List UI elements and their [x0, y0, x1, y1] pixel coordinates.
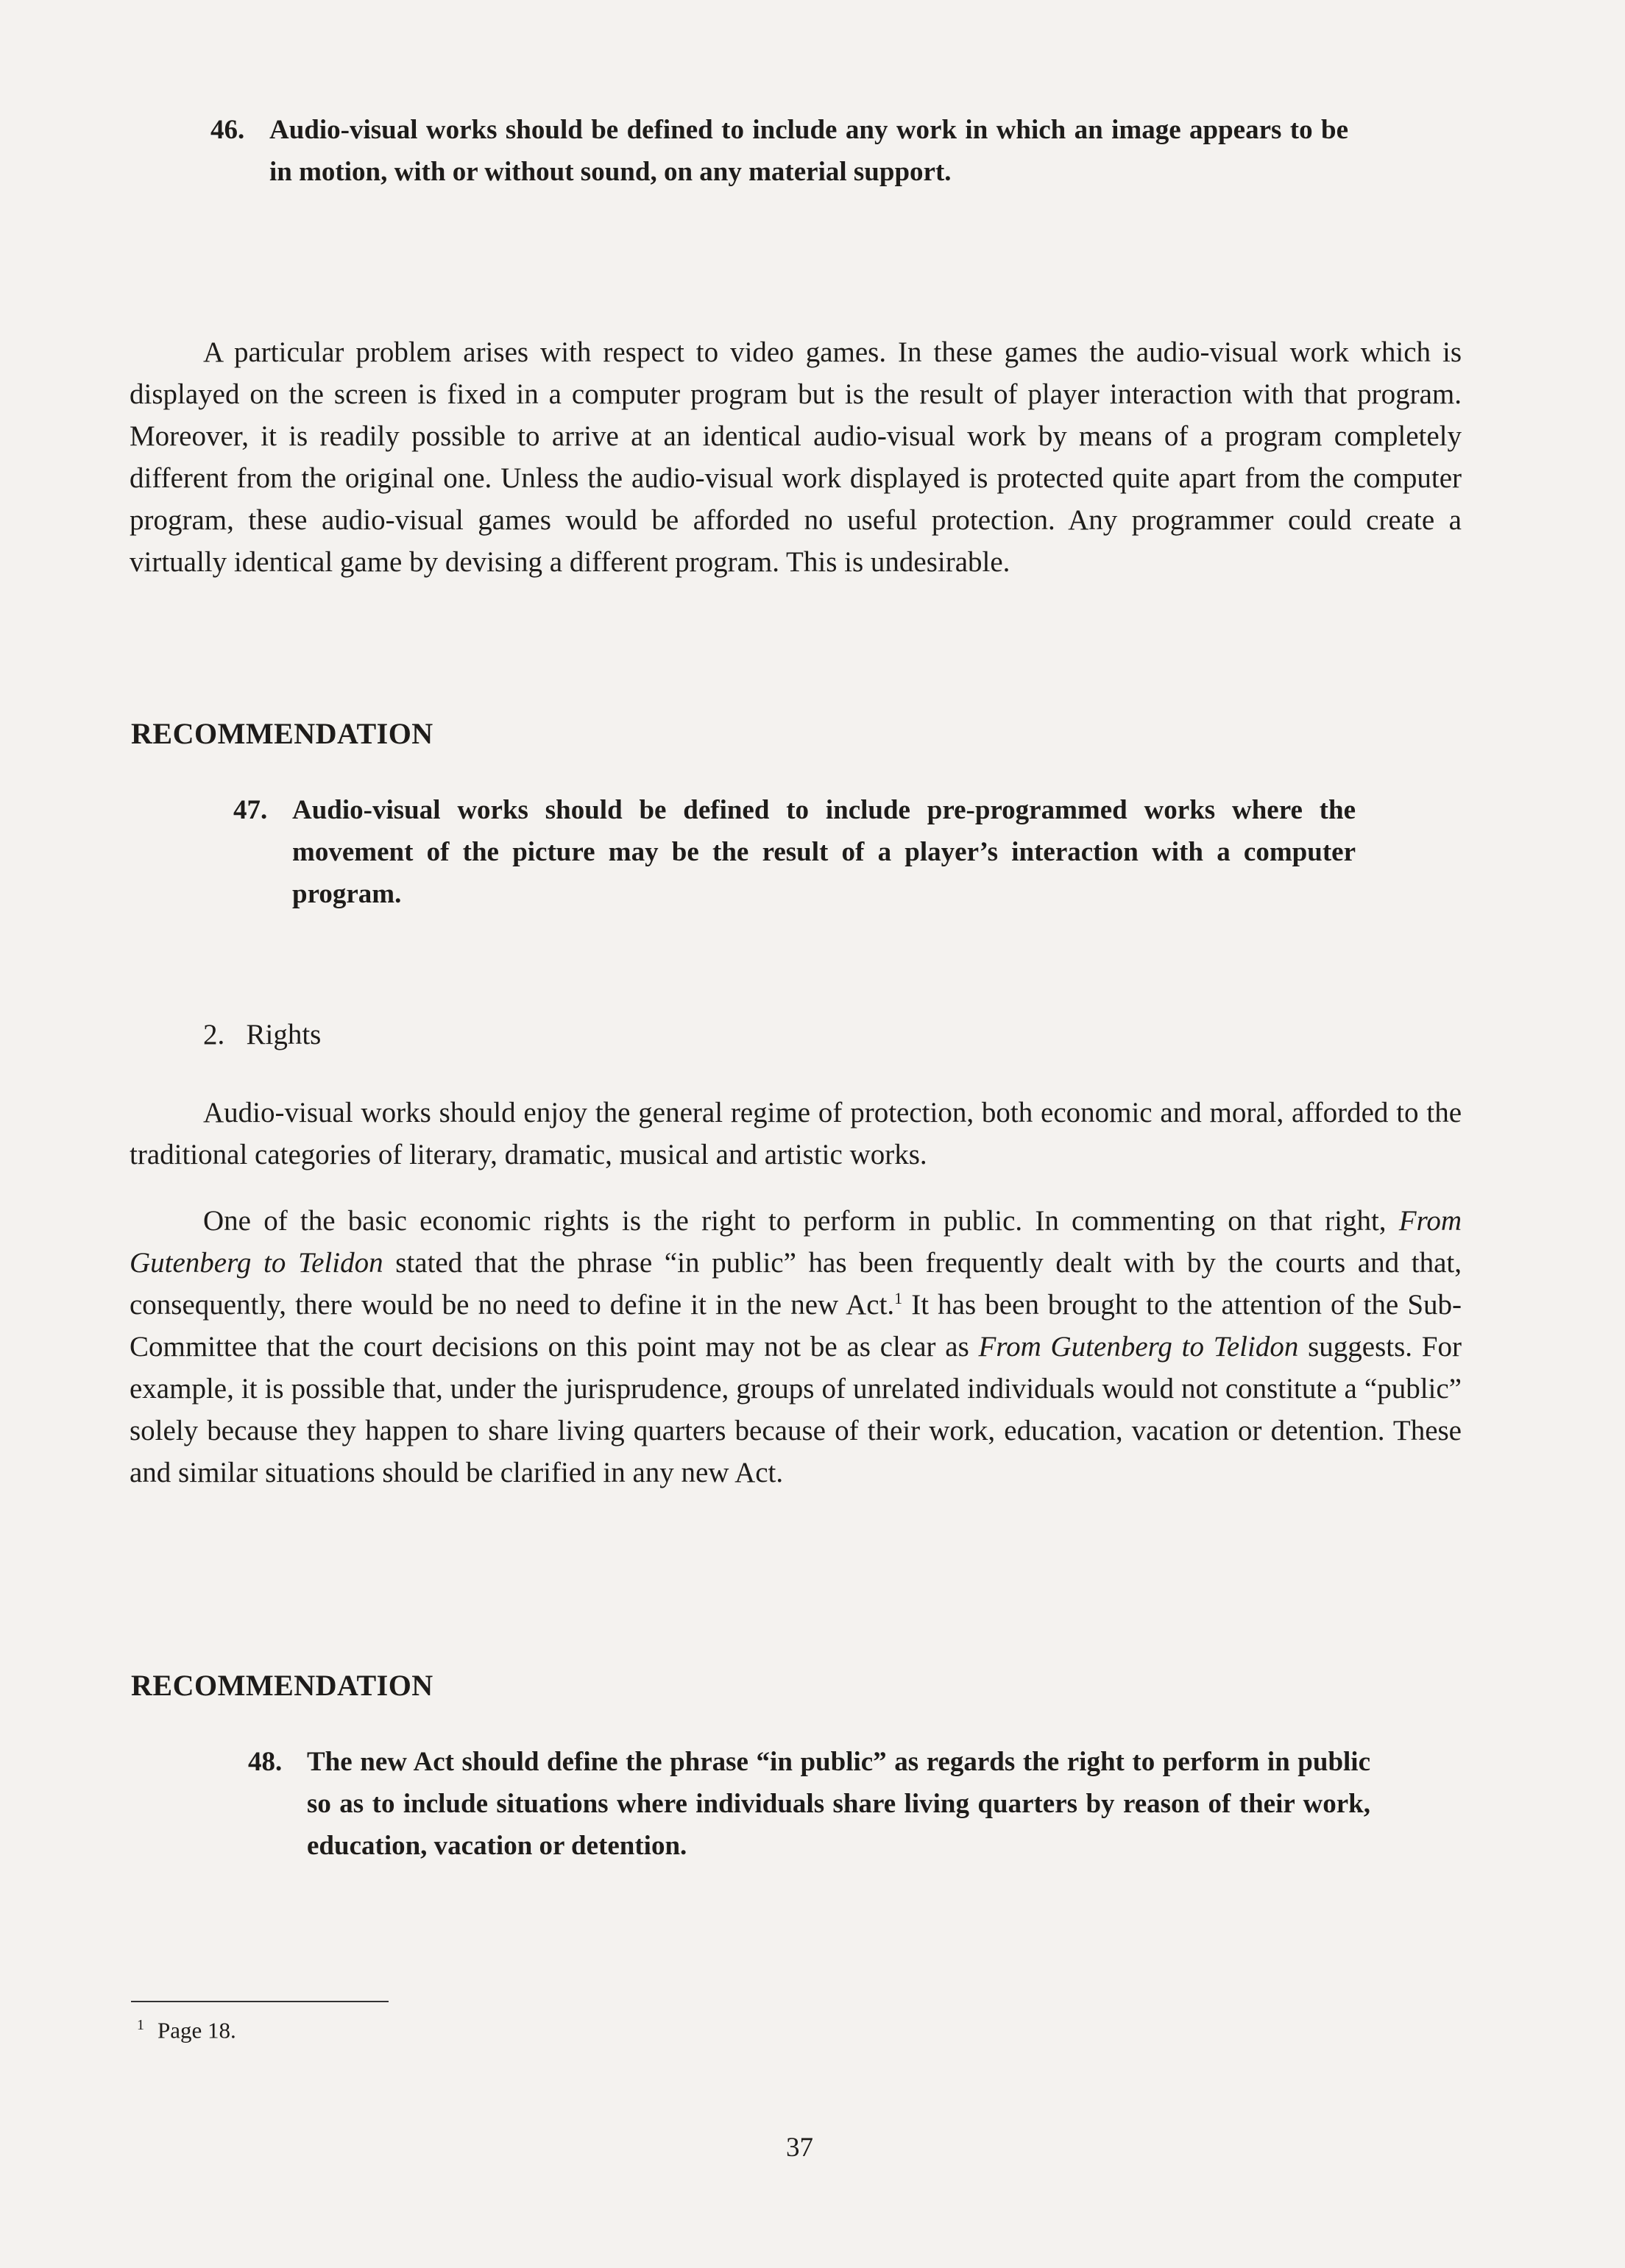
paragraph-text: stated that the phrase “in public” has been frequently dealt with by the courts and that, consequently, there would be no need to define it in the new Act.	[130, 1247, 1462, 1321]
book-title: From Gutenberg to Telidon	[130, 1205, 1462, 1279]
recommendation-number: 46.	[210, 115, 245, 145]
recommendation-heading: RECOMMENDATION	[131, 717, 433, 750]
recommendation-46	[210, 109, 1348, 193]
paragraph-text: One of the basic economic rights is the right to perform in public. In commenting on that right,	[203, 1205, 1399, 1237]
book-title: From Gutenberg to Telidon	[978, 1331, 1299, 1363]
recommendation-text: Audio-visual works should be defined to include any work in which an image appears to be in motion, with or without sound, on any material support.	[269, 115, 1348, 187]
footnote-mark: 1	[137, 2017, 144, 2033]
page-number: 37	[786, 2133, 813, 2163]
recommendation-text: Audio-visual works should be defined to include pre-programmed works where the movement of the picture may be the result of a player’s interaction with a computer program.	[292, 795, 1356, 909]
recommendation-text: The new Act should define the phrase “in public” as regards the right to perform in public so as to include situations where individuals share living quarters by reason of their work, education, vacation or detention.	[307, 1747, 1370, 1861]
subsection-title: 2. Rights	[203, 1019, 322, 1050]
paragraph-text: suggests. For example, it is possible that, under the jurisprudence, groups of unrelated individuals would not constitute a “public” solely because they happen to share living quarters because of their work, education, vacation or detention. These and similar situations should be clarified in any new Act.	[130, 1331, 1462, 1488]
paragraph-video-games: A particular problem arises with respect to video games. In these games the audio-visual work which is displayed on the screen is fixed in a computer program but is the result of player interaction with that program. Moreover, it is readily possible to arrive at an identical audio-visual work by means of a program completely different from the original one. Unless the audio-visual work displayed is protected quite apart from the computer program, these audio-visual games would be afforded no useful protection. Any programmer could create a virtually identical game by devising a different program. This is undesirable.	[130, 336, 1462, 578]
paragraph-text: It has been brought to the attention of the Sub-Committee that the court decisions on this point may not be as clear as	[130, 1289, 1462, 1363]
recommendation-47	[233, 789, 1356, 915]
paragraph-rights: Audio-visual works should enjoy the general regime of protection, both economic and moral, afforded to the traditional categories of literary, dramatic, musical and artistic works.	[130, 1097, 1462, 1170]
footnote-text: Page 18.	[157, 2017, 236, 2043]
paragraph-in-public	[130, 1200, 1462, 1494]
footnote	[137, 2017, 236, 2043]
recommendation-48	[248, 1741, 1370, 1867]
recommendation-heading: RECOMMENDATION	[131, 1669, 433, 1702]
footnote-divider	[131, 2001, 389, 2002]
footnote-reference: 1	[894, 1289, 903, 1307]
recommendation-number: 47.	[233, 795, 268, 825]
recommendation-number: 48.	[248, 1747, 283, 1777]
